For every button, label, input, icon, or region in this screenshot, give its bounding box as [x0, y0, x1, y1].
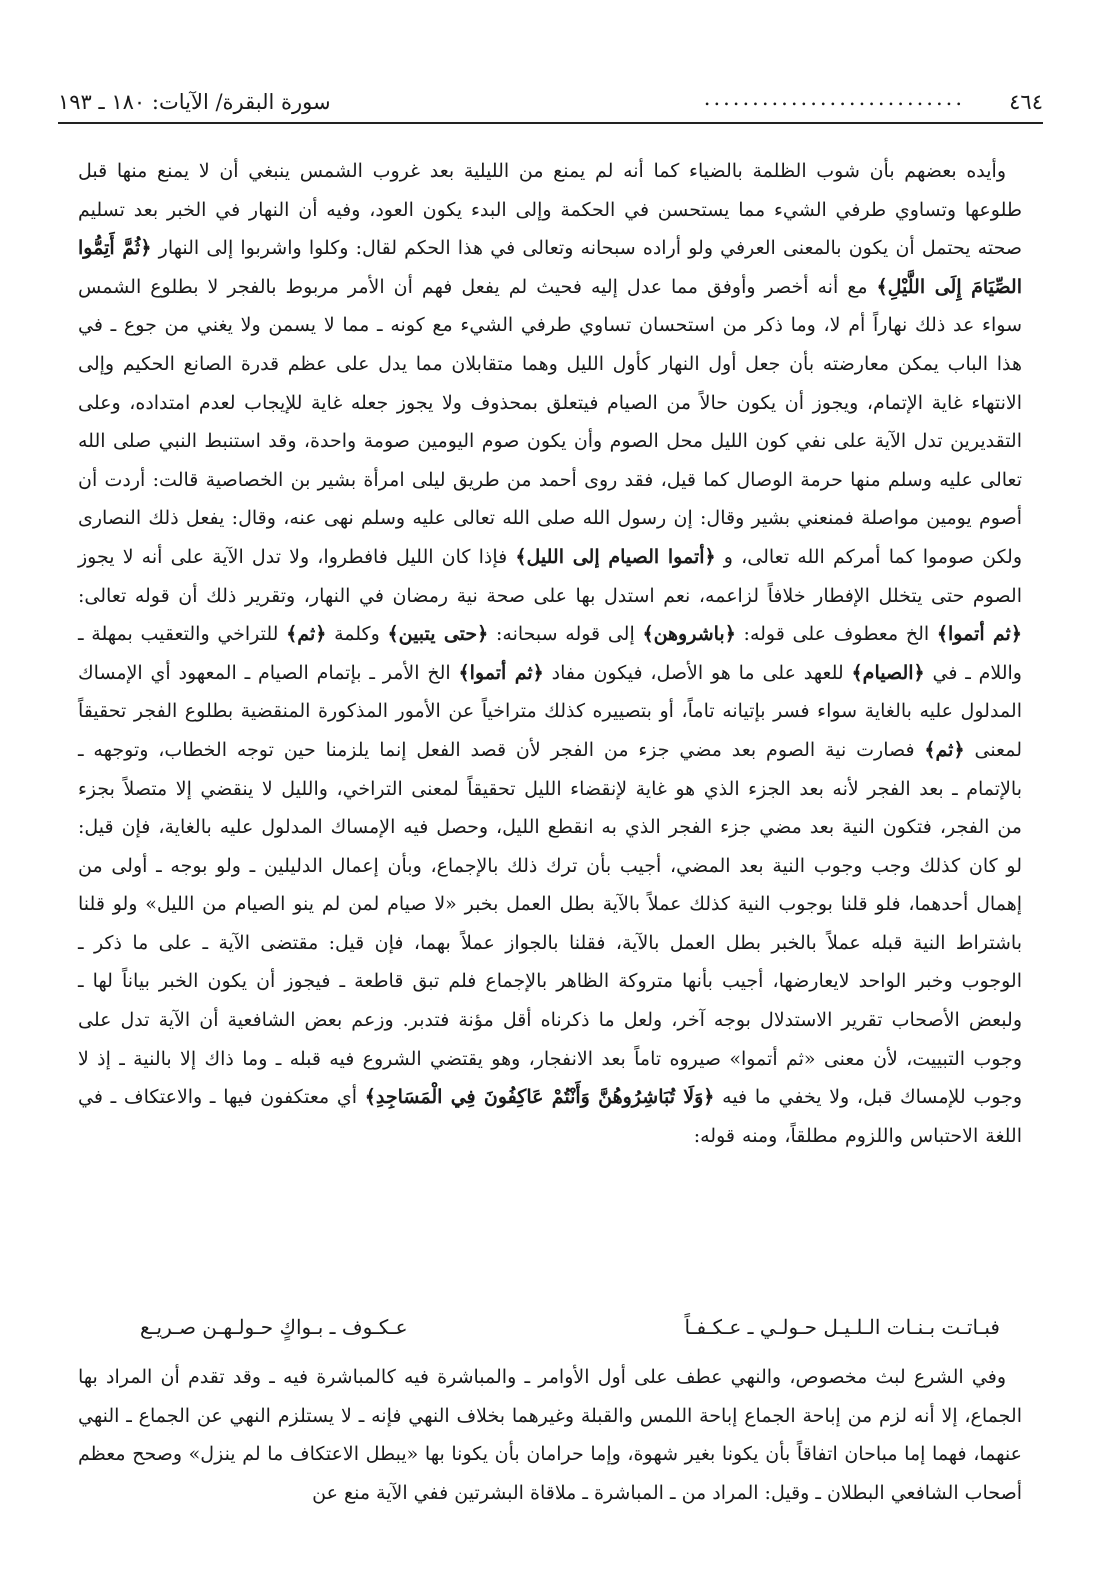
- text-run: وأيده بعضهم بأن شوب الظلمة بالضياء كما أنه لم يمنع من الليلية بعد غروب الشمس ينبغي أن لا يمنع منها قبل طلوعها وتساوي طرفي الشيء مما يستحسن في الحكمة وإلى البدء يكون العود، وفيه أن النهار في الخبر بعد تسليم صحته يحتمل أن يكون بالمعنى العرفي ولو أراده سبحانه وتعالى في هذا الحكم لقال: وكلوا واشربوا إلى النهار: [78, 160, 1022, 260]
- continuation-text-block: [78, 1358, 1022, 1512]
- text-run: للعهد على ما هو الأصل، فيكون مفاد: [543, 661, 852, 684]
- quran-quote: ﴿باشروهن﴾: [642, 623, 736, 646]
- text-run: مع أنه أخصر وأوفق مما عدل إليه فحيث لم يفعل فهم أن الأمر مربوط بالفجر لا بطلوع الشمس سواء عد ذلك نهاراً أم لا، وما ذكر من استحسان تساوي طرفي الشيء مع كونه ـ مما لا يسمن ولا يغني من جوع ـ في هذا الباب يمكن معارضته بأن جعل أول النهار كأول الليل وهما متقابلان مما يدل على عظم قدرة الصانع الحكيم وإلى الانتهاء غاية الإتمام، ويجوز أن يكون حالاً من الصيام فيتعلق بمحذوف ولا يجوز جعله غاية للإيجاب لعدم امتداده، وعلى التقديرين تدل الآية على نفي كون الليل محل الصوم وأن يكون صوم اليومين صومة واحدة، وقد استنبط النبي صلى الله تعالى عليه وسلم منها حرمة الوصال كما قيل، فقد روى أحمد من طريق ليلى امرأة بشير بن الخصاصية قالت: أردت أن أصوم يومين مواصلة فمنعني بشير وقال: إن رسول الله صلى الله تعالى عليه وسلم نهى عنه، وقال: يفعل ذلك النصارى ولكن صوموا كما أمركم الله تعالى، و: [78, 275, 1022, 568]
- verse-hemistich-1: فبـاتـت بـنـات الـلـيـل حـولـي ـ عـكـفـاً: [684, 1315, 1000, 1339]
- page-number: ٤٦٤: [1009, 90, 1043, 114]
- text-run: أي معتكفون فيها ـ والاعتكاف ـ في اللغة الاحتباس واللزوم مطلقاً، ومنه قوله:: [78, 1086, 1022, 1147]
- quran-quote: ﴿ثُمَّ أَتِمُّوا الصِّيَامَ إِلَى اللَّيْلِ﴾: [78, 237, 1022, 298]
- quran-quote: ﴿ثم﴾: [286, 623, 327, 646]
- text-run: وكلمة: [326, 623, 388, 646]
- text-run: وفي الشرع لبث مخصوص، والنهي عطف على أول الأوامر ـ والمباشرة فيه كالمباشرة فيه ـ وقد تقدم أن المراد بها الجماع، إلا أنه لزم من إباحة الجماع إباحة اللمس والقبلة وغيرهما بخلاف النهي فإنه ـ لا يستلزم النهي عن الجماع ـ النهي عنهما، فهما إما مباحان اتفاقاً بأن يكونا بغير شهوة، وإما حرامان بأن يكونا بها «يبطل الاعتكاف ما لم ينزل» وصحح معظم أصحاب الشافعي البطلان ـ وقيل: المراد من ـ المباشرة ـ ملاقاة البشرتين ففي الآية منع عن: [78, 1366, 1022, 1504]
- header-leader-dots: ...........................: [703, 86, 965, 110]
- text-run: فصارت نية الصوم بعد مضي جزء من الفجر لأن قصد الفعل إنما يلزمنا حين توجه الخطاب، وتوجهه ـ بالإتمام ـ بعد الفجر لأنه بعد الجزء الذي هو غاية لإنقضاء الليل تحقيقاً لمعنى التراخي، والليل لا ينقضي إلا متصلاً بجزء من الفجر، فتكون النية بعد مضي جزء الفجر الذي به انقطع الليل، وحصل فيه الإمساك المدلول عليه بالغاية، فإن قيل: لو كان كذلك وجب وجوب النية بعد المضي، أجيب بأن ترك ذلك بالإجماع، وبأن إعمال الدليلين ـ ولو بوجه ـ أولى من إهمال أحدهما، فلو قلنا بوجوب النية كذلك عملاً بالآية بطل العمل بخبر «لا صيام لمن لم ينو الصيام من الليل» ولو قلنا باشتراط النية قبله عملاً بالخبر بطل العمل بالآية، فقلنا بالجواز عملاً بهما، فإن قيل: مقتضى الآية ـ على ما ذكر ـ الوجوب وخبر الواحد لايعارضها، أجيب بأنها متروكة الظاهر بالإجماع فلم تبق قاطعة ـ فيجوز أن يكون الخبر بياناً لها ـ ولبعض الأصحاب تقرير الاستدلال بوجه آخر، ولعل ما ذكرناه أقل مؤنة فتدبر. وزعم بعض الشافعية أن الآية تدل على وجوب التبييت، لأن معنى «ثم أتموا» صيروه تاماً بعد الانفجار، وهو يقتضي الشروع فيه قبله ـ وما ذاك إلا بالنية ـ إذ لا وجوب للإمساك قبل، ولا يخفي ما فيه: [78, 738, 1023, 1109]
- quran-quote: ﴿الصيام﴾: [851, 661, 925, 684]
- verse-hemistich-2: عـكـوف ـ بـواكٍ حـولـهـن صـريـع: [140, 1315, 408, 1339]
- paragraph-2: [78, 1358, 1022, 1512]
- text-run: للتراخي والتعقيب بمهلة ـ واللام ـ في: [78, 623, 1022, 684]
- text-run: الخ الأمر ـ بإتمام الصيام ـ المعهود أي الإمساك المدلول عليه بالغاية سواء فسر بإتيانه تاماً، أو بتصييره كذلك متراخياً عن الأمور المذكورة المنقضية بطلوع الفجر تحقيقاً لمعنى: [78, 661, 1022, 761]
- quran-quote: ﴿ثم أتموا﴾: [458, 661, 544, 684]
- text-run: الخ معطوف على قوله:: [735, 623, 937, 646]
- page-header: [58, 82, 1043, 124]
- quran-quote: ﴿وَلَا تُبَاشِرُوهُنَّ وَأَنْتُمْ عَاكِفُونَ فِي الْمَسَاجِدِ﴾: [364, 1086, 715, 1109]
- quran-quote: ﴿حتى يتبين﴾: [387, 623, 489, 646]
- main-text-block: [78, 152, 1022, 1155]
- quran-quote: ﴿ثم﴾: [924, 738, 965, 761]
- text-run: فإذا كان الليل فافطروا، ولا تدل الآية على أنه لا يجوز الصوم حتى يتخلل الإفطار خلافاً لزاعمه، نعم استدل بها على صحة نية رمضان في النهار، وتقرير ذلك أن قوله تعالى:: [78, 545, 1022, 607]
- quran-quote: ﴿أتموا الصيام إلى الليل﴾: [515, 545, 716, 568]
- running-title: سورة البقرة/ الآيات: ١٨٠ ـ ١٩٣: [58, 90, 331, 114]
- text-run: إلى قوله سبحانه:: [488, 623, 643, 646]
- paragraph-1: [78, 152, 1022, 1155]
- poetry-verse: [100, 1302, 1000, 1352]
- quran-quote: ﴿ثم أتموا﴾: [936, 623, 1022, 646]
